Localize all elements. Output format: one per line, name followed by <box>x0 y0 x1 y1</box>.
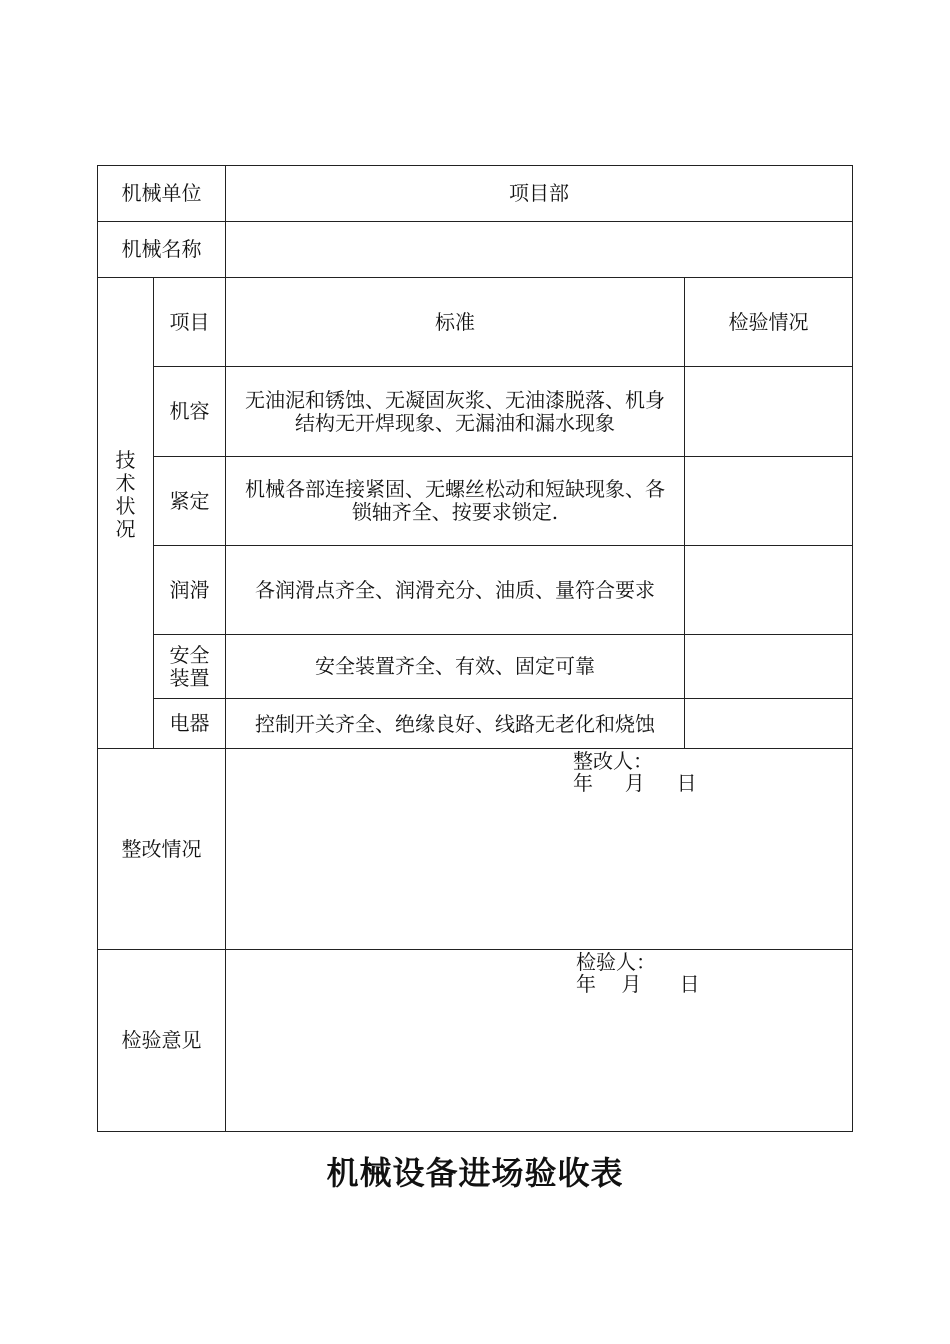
header-item: 项目 <box>169 309 210 334</box>
result-field[interactable] <box>685 699 852 748</box>
item-label-line: 安全 <box>169 642 210 667</box>
document-title: 机械设备进场验收表 <box>326 1154 624 1192</box>
name-label: 机械名称 <box>121 237 202 261</box>
item-label: 机容 <box>169 399 210 423</box>
rectification-date: 年 月 日 <box>573 771 697 795</box>
item-label: 润滑 <box>169 577 210 602</box>
inspection-field[interactable] <box>226 950 852 1131</box>
item-label: 紧定 <box>169 488 210 513</box>
result-field[interactable] <box>685 457 852 545</box>
inspection-label: 检验意见 <box>121 1028 202 1052</box>
standard-text: 安全装置齐全、有效、固定可靠 <box>315 654 595 678</box>
tech-status-char: 况 <box>115 517 136 541</box>
header-standard: 标准 <box>435 309 475 334</box>
standard-text: 控制开关齐全、绝缘良好、线路无老化和烧蚀 <box>255 711 655 736</box>
standard-text: 各润滑点齐全、润滑充分、油质、量符合要求 <box>255 577 655 602</box>
unit-value-field[interactable]: 项目部 <box>509 181 569 205</box>
name-value-field[interactable] <box>226 222 852 277</box>
header-result: 检验情况 <box>728 309 809 334</box>
tech-status-char: 状 <box>115 494 136 518</box>
rectification-label: 整改情况 <box>121 836 202 861</box>
result-field[interactable] <box>685 635 852 698</box>
inspection-date: 年 月 日 <box>576 972 700 996</box>
item-label-line: 装置 <box>169 665 210 690</box>
inspection-signer: 检验人： <box>576 950 656 974</box>
item-label: 电器 <box>169 711 210 735</box>
rectification-signer: 整改人： <box>573 749 653 773</box>
standard-text: 无油泥和锈蚀、无凝固灰浆、无油漆脱落、机身结构无开焊现象、无漏油和漏水现象 <box>245 387 665 435</box>
result-field[interactable] <box>685 367 852 456</box>
tech-status-char: 技 <box>115 448 136 472</box>
item-label <box>154 635 225 698</box>
unit-label: 机械单位 <box>121 181 202 205</box>
standard-text: 机械各部连接紧固、无螺丝松动和短缺现象、各锁轴齐全、按要求锁定. <box>245 477 665 524</box>
rectification-field[interactable] <box>226 749 852 949</box>
row-divider <box>97 1131 853 1132</box>
tech-status-char: 术 <box>115 471 136 495</box>
tech-status-label <box>98 278 153 748</box>
column-divider <box>852 165 853 1132</box>
result-field[interactable] <box>685 546 852 634</box>
